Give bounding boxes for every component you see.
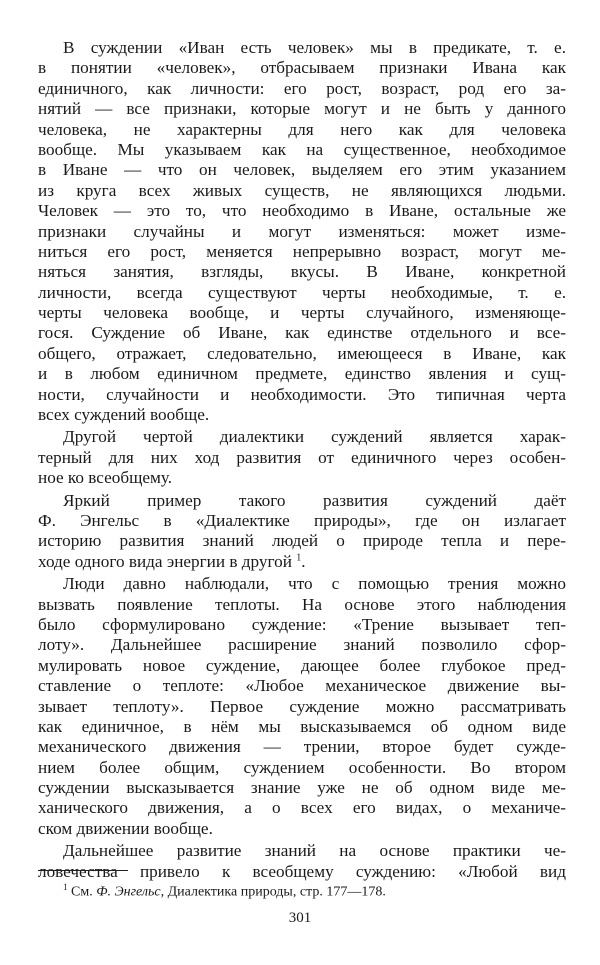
text-line: нием более общим, суждением особенности. Во втором	[38, 757, 566, 777]
text-line: и в любом единичном предмете, единство явления и сущ-	[38, 364, 566, 384]
text-line: ности, случайности и необходимости. Это типичная черта	[38, 384, 566, 404]
text-line: как единичное, в нём мы высказываемся об одном виде	[38, 716, 566, 736]
text-line: ханического движения, а о всех его видах, о механиче-	[38, 798, 566, 818]
text-line: признаки случайны и могут изменяться: может изме-	[38, 221, 566, 241]
footnote-divider	[38, 870, 128, 871]
footnote-prefix: См.	[71, 884, 93, 900]
text-line: Яркий пример такого развития суждений даёт	[63, 490, 566, 510]
text-line: лоту». Дальнейшее расширение знаний позволило сфор-	[38, 635, 566, 655]
text-line: ловечества привело к всеобщему суждению: «Любой вид	[38, 861, 566, 881]
text-line: нятий — все признаки, которые могут и не быть у данного	[38, 99, 566, 119]
text-line: человека, не характерны для него как для человека	[38, 119, 566, 139]
paragraph	[38, 491, 566, 573]
paragraph	[38, 841, 566, 882]
text-line: единичного, как личности: его рост, возраст, род его за-	[38, 78, 566, 98]
text-line: зывает теплоту». Первое суждение можно рассматривать	[38, 696, 566, 716]
text-line: Человек — это то, что необходимо в Иване, остальные же	[38, 201, 566, 221]
text-line: всех суждений вообще.	[38, 405, 210, 425]
text-line: черты человека вообще, и черты случайного, изменяюще-	[38, 303, 566, 323]
text-line: ное ко всеобщему.	[38, 468, 173, 488]
text-line: было сформулировано суждение: «Трение вызывает теп-	[38, 614, 566, 634]
text-line: няться занятия, взгляды, вкусы. В Иване, конкретной	[38, 262, 566, 282]
text-line: В суждении «Иван есть человек» мы в предикате, т. е.	[63, 38, 566, 57]
footnote-author: Ф. Энгельс,	[96, 884, 165, 900]
paragraph	[38, 38, 566, 425]
text-line: в Иване — что он человек, выделяем его этим указанием	[38, 160, 566, 180]
text-line: вообще. Мы указываем как на существенное, необходимое	[38, 139, 566, 159]
text-line: Другой чертой диалектики суждений является харак-	[63, 427, 566, 447]
text-line: терный для них ход развития от единичного через особен-	[38, 447, 566, 467]
footnote	[63, 882, 386, 901]
text-line: суждении высказывается знание уже не об одном виде ме-	[38, 778, 566, 798]
page-number: 301	[288, 910, 312, 926]
text-line: личности, всегда существуют черты необходимые, т. е.	[38, 282, 566, 302]
footnote-number: 1	[63, 882, 68, 892]
text-line: Ф. Энгельс в «Диалектике природы», где он излагает	[38, 510, 566, 530]
text-line: в понятии «человек», отбрасываем признаки Ивана как	[38, 58, 566, 78]
text-fragment: ходе одного вида энергии в другой	[38, 551, 292, 571]
text-line	[38, 552, 566, 572]
footnote-reference[interactable]: 1	[296, 552, 302, 564]
text-line: ском движении вообще.	[38, 818, 213, 838]
footnote-title: Диалектика природы, стр. 177—178.	[167, 884, 386, 900]
paragraph	[38, 574, 566, 839]
text-line: вызвать появление теплоты. На основе этого наблюдения	[38, 594, 566, 614]
text-line: механического движения — трении, второе будет сужде-	[38, 737, 566, 757]
text-line: Дальнейшее развитие знаний на основе практики че-	[63, 841, 566, 861]
text-line: ниться его рост, меняется непрерывно возраст, могут ме-	[38, 241, 566, 261]
text-line: общего, отражает, следовательно, имеющееся в Иване, как	[38, 343, 566, 363]
page-body	[38, 38, 566, 882]
text-line: мулировать новое суждение, дающее более глубокое пред-	[38, 655, 566, 675]
text-line: гося. Суждение об Иване, как единстве отдельного и все-	[38, 323, 566, 343]
text-line: Люди давно наблюдали, что с помощью трения можно	[63, 574, 566, 594]
paragraph	[38, 427, 566, 488]
text-line: ставление о теплоте: «Любое механическое движение вы-	[38, 676, 566, 696]
text-fragment: .	[301, 551, 306, 571]
text-line: историю развития знаний людей о природе тепла и пере-	[38, 531, 566, 551]
text-line: из круга всех живых существ, не являющихся людьми.	[38, 180, 566, 200]
